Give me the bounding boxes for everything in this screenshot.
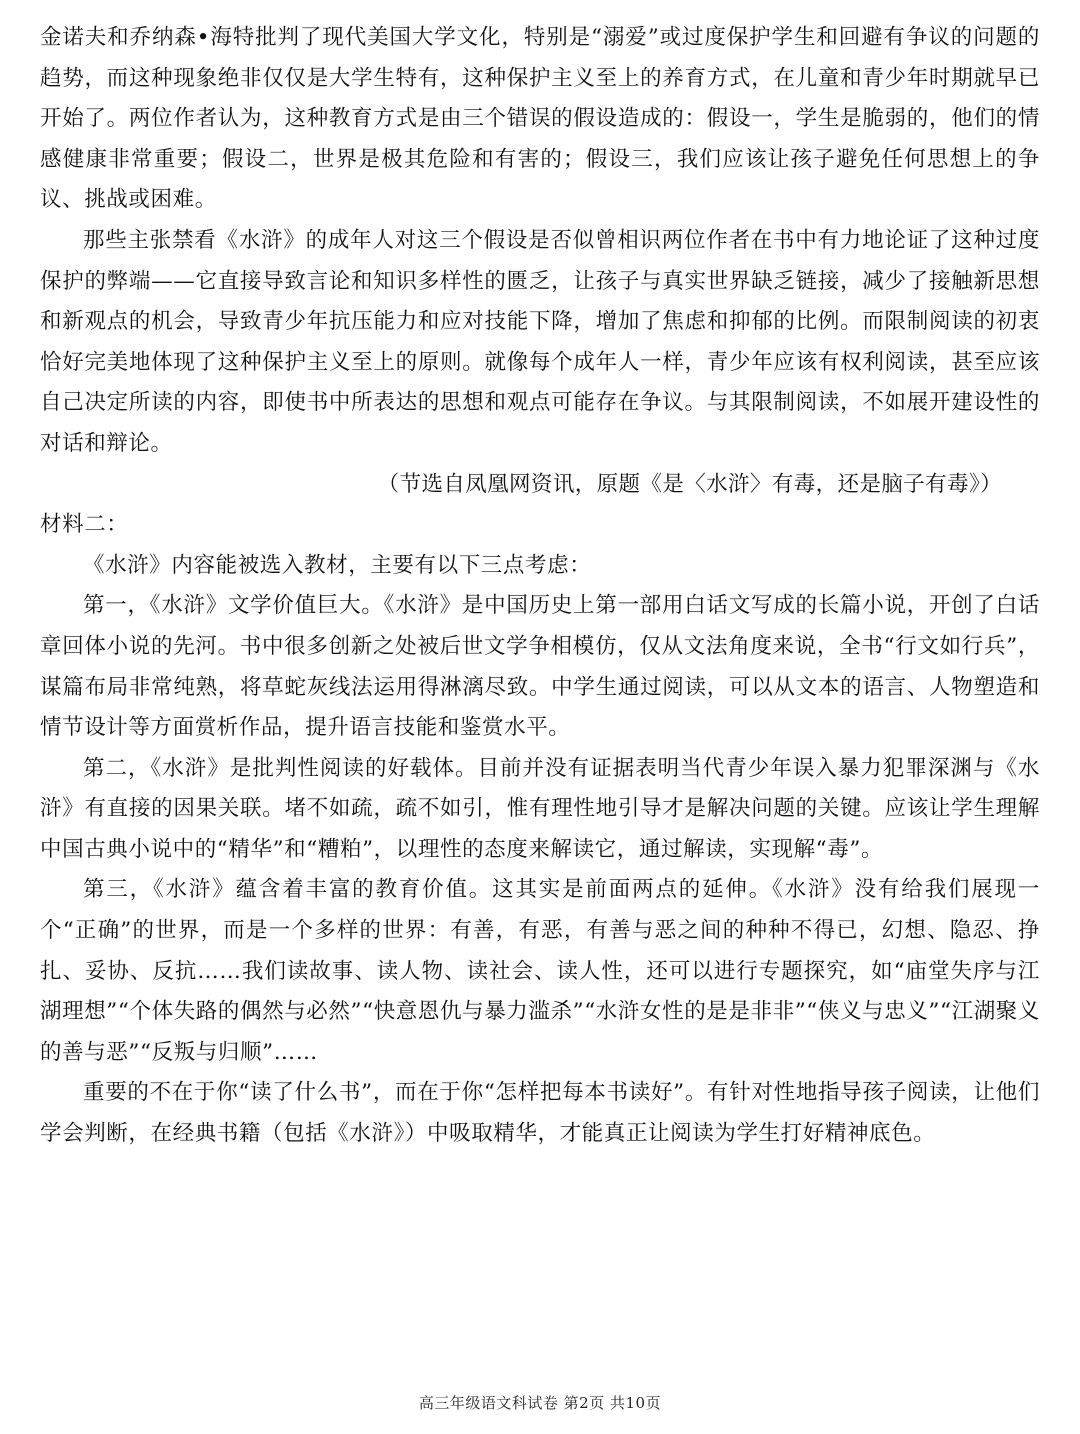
material-two-heading: 材料二： xyxy=(40,512,129,538)
paragraph-intro: 《水浒》内容能被选入教材，主要有以下三点考虑： xyxy=(83,552,592,578)
paragraph-conclusion: 重要的不在于你“读了什么书”，而在于你“怎样把每本书读好”。有针对性地指导孩子阅读，让他们学会判断，在经典书籍（包括《水浒》）中吸取精华，才能真正让阅读为学生打好精神底色。 xyxy=(40,1080,1040,1147)
paragraph-point-one: 第一，《水浒》文学价值巨大。《水浒》是中国历史上第一部用白话文写成的长篇小说，开创了白话章回体小说的先河。书中很多创新之处被后世文学争相模仿，仅从文法角度来说，全书“行文如行兵”，谋篇布局非常纯熟，将草蛇灰线法运用得淋漓尽致。中学生通过阅读，可以从文本的语言、人物塑造和情节设计等方面赏析作品，提升语言技能和鉴赏水平。 xyxy=(40,593,1040,741)
paragraph-point-two: 第二，《水浒》是批判性阅读的好载体。目前并没有证据表明当代青少年误入暴力犯罪深渊与《水浒》有直接的因果关联。堵不如疏，疏不如引，惟有理性地引导才是解决问题的关键。应该让学生理解中国古典小说中的“精华”和“糟粕”，以理性的态度来解读它，通过解读，实现解“毒”。 xyxy=(40,755,1040,862)
document-page xyxy=(40,18,1040,1155)
source-citation: （节选自凤凰网资讯，原题《是〈水浒〉有毒，还是脑子有毒》） xyxy=(377,471,1002,497)
paragraph-overprotection: 那些主张禁看《水浒》的成年人对这三个假设是否似曾相识两位作者在书中有力地论证了这种过度保护的弊端——它直接导致言论和知识多样性的匮乏，让孩子与真实世界缺乏链接，减少了接触新思想和新观点的机会，导致青少年抗压能力和应对技能下降，增加了焦虑和抑郁的比例。而限制阅读的初衷恰好完美地体现了这种保护主义至上的原则。就像每个成年人一样，青少年应该有权利阅读，甚至应该自己决定所读的内容，即使书中所表达的思想和观点可能存在争议。与其限制阅读，不如展开建设性的对话和辩论。 xyxy=(40,227,1040,456)
paragraph-point-three: 第三，《水浒》蕴含着丰富的教育价值。这其实是前面两点的延伸。《水浒》没有给我们展现一个“正确”的世界，而是一个多样的世界：有善，有恶，有善与恶之间的种种不得已，幻想、隐忍、挣扎、妥协、反抗……我们读故事、读人物、读社会、读人性，还可以进行专题探究，如“庙堂失序与江湖理想”“个体失路的偶然与必然”“快意恩仇与暴力滥杀”“水浒女性的是是非非”“侠义与忠义”“江湖聚义的善与恶”“反叛与归顺”…… xyxy=(40,877,1040,1065)
page-footer: 高三年级语文科试卷 第2页 共10页 xyxy=(418,1394,662,1412)
paragraph-haidt-critique: 金诺夫和乔纳森•海特批判了现代美国大学文化，特别是“溺爱”或过度保护学生和回避有争议的问题的趋势，而这种现象绝非仅仅是大学生特有，这种保护主义至上的养育方式，在儿童和青少年时期就早已开始了。两位作者认为，这种教育方式是由三个错误的假设造成的：假设一，学生是脆弱的，他们的情感健康非常重要；假设二，世界是极其危险和有害的；假设三，我们应该让孩子避免任何思想上的争议、挑战或困难。 xyxy=(40,25,1040,213)
